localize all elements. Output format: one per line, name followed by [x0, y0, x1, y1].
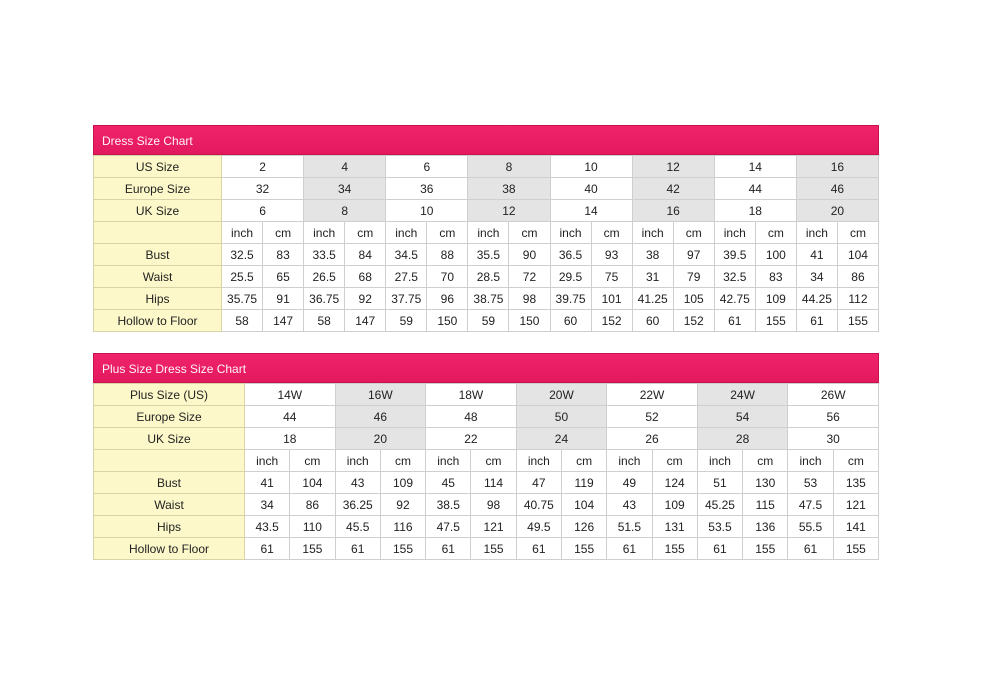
size-cell: 18: [245, 428, 336, 450]
measure-cell: 38: [632, 244, 673, 266]
measure-cell: 155: [290, 538, 335, 560]
measure-cell: 39.5: [714, 244, 755, 266]
measure-cell: 47: [516, 472, 561, 494]
measure-cell: 93: [591, 244, 632, 266]
measure-cell: 29.5: [550, 266, 591, 288]
unit-cell: cm: [833, 450, 878, 472]
size-row: [94, 178, 879, 200]
size-cell: 22W: [607, 384, 698, 406]
measure-cell: 51.5: [607, 516, 652, 538]
measure-cell: 61: [697, 538, 742, 560]
size-cell: 50: [516, 406, 607, 428]
size-cell: 6: [222, 200, 304, 222]
measure-row: [94, 288, 879, 310]
unit-row-label: [94, 450, 245, 472]
row-label: Hips: [94, 288, 222, 310]
size-cell: 8: [304, 200, 386, 222]
unit-cell: cm: [345, 222, 386, 244]
measure-cell: 36.5: [550, 244, 591, 266]
size-cell: 48: [426, 406, 517, 428]
measure-cell: 91: [263, 288, 304, 310]
measure-cell: 47.5: [426, 516, 471, 538]
measure-cell: 53: [788, 472, 833, 494]
measure-cell: 155: [837, 310, 878, 332]
measure-cell: 42.75: [714, 288, 755, 310]
unit-cell: inch: [468, 222, 509, 244]
unit-cell: inch: [516, 450, 561, 472]
measure-cell: 105: [673, 288, 714, 310]
measure-cell: 70: [427, 266, 468, 288]
measure-cell: 121: [833, 494, 878, 516]
measure-row: [94, 310, 879, 332]
unit-row-label: [94, 222, 222, 244]
row-label: Hollow to Floor: [94, 538, 245, 560]
unit-cell: cm: [652, 450, 697, 472]
measure-cell: 98: [509, 288, 550, 310]
measure-cell: 45.5: [335, 516, 380, 538]
size-cell: 26: [607, 428, 698, 450]
measure-cell: 61: [426, 538, 471, 560]
measure-cell: 147: [263, 310, 304, 332]
measure-cell: 97: [673, 244, 714, 266]
measure-cell: 55.5: [788, 516, 833, 538]
size-cell: 6: [386, 156, 468, 178]
row-label: US Size: [94, 156, 222, 178]
unit-cell: inch: [426, 450, 471, 472]
size-cell: 14W: [245, 384, 336, 406]
measure-cell: 150: [427, 310, 468, 332]
measure-cell: 40.75: [516, 494, 561, 516]
size-cell: 4: [304, 156, 386, 178]
measure-cell: 60: [550, 310, 591, 332]
measure-cell: 152: [591, 310, 632, 332]
measure-cell: 33.5: [304, 244, 345, 266]
measure-row: [94, 516, 879, 538]
measure-cell: 34.5: [386, 244, 427, 266]
size-cell: 54: [697, 406, 788, 428]
unit-cell: inch: [550, 222, 591, 244]
measure-cell: 49.5: [516, 516, 561, 538]
row-label: Bust: [94, 244, 222, 266]
measure-cell: 135: [833, 472, 878, 494]
unit-cell: inch: [607, 450, 652, 472]
measure-cell: 58: [304, 310, 345, 332]
measure-cell: 98: [471, 494, 516, 516]
size-cell: 14: [550, 200, 632, 222]
measure-row: [94, 244, 879, 266]
size-cell: 44: [245, 406, 336, 428]
size-cell: 28: [697, 428, 788, 450]
measure-cell: 35.5: [468, 244, 509, 266]
measure-cell: 31: [632, 266, 673, 288]
measure-cell: 152: [673, 310, 714, 332]
measure-cell: 60: [632, 310, 673, 332]
unit-cell: inch: [714, 222, 755, 244]
size-cell: 36: [386, 178, 468, 200]
measure-cell: 27.5: [386, 266, 427, 288]
unit-cell: inch: [796, 222, 837, 244]
size-cell: 2: [222, 156, 304, 178]
measure-cell: 100: [755, 244, 796, 266]
measure-row: [94, 472, 879, 494]
measure-cell: 59: [468, 310, 509, 332]
measure-cell: 41: [245, 472, 290, 494]
measure-cell: 116: [380, 516, 425, 538]
measure-cell: 59: [386, 310, 427, 332]
plus-size-chart-title: Plus Size Dress Size Chart: [93, 353, 879, 383]
measure-cell: 130: [743, 472, 788, 494]
measure-cell: 155: [833, 538, 878, 560]
size-cell: 32: [222, 178, 304, 200]
unit-cell: cm: [380, 450, 425, 472]
size-cell: 24W: [697, 384, 788, 406]
measure-cell: 114: [471, 472, 516, 494]
size-cell: 44: [714, 178, 796, 200]
unit-cell: cm: [673, 222, 714, 244]
measure-cell: 25.5: [222, 266, 263, 288]
measure-cell: 112: [837, 288, 878, 310]
size-cell: 46: [335, 406, 426, 428]
unit-cell: inch: [788, 450, 833, 472]
unit-cell: cm: [471, 450, 516, 472]
row-label: Waist: [94, 266, 222, 288]
row-label: Europe Size: [94, 178, 222, 200]
dress-size-table: [93, 155, 879, 332]
unit-cell: inch: [386, 222, 427, 244]
unit-cell: cm: [263, 222, 304, 244]
measure-cell: 38.5: [426, 494, 471, 516]
row-label: UK Size: [94, 428, 245, 450]
measure-cell: 92: [380, 494, 425, 516]
size-cell: 10: [550, 156, 632, 178]
measure-cell: 36.75: [304, 288, 345, 310]
unit-row: [94, 450, 879, 472]
unit-cell: cm: [427, 222, 468, 244]
measure-cell: 58: [222, 310, 263, 332]
measure-cell: 147: [345, 310, 386, 332]
size-cell: 20W: [516, 384, 607, 406]
size-cell: 46: [796, 178, 878, 200]
measure-cell: 34: [245, 494, 290, 516]
row-label: UK Size: [94, 200, 222, 222]
unit-cell: inch: [632, 222, 673, 244]
unit-cell: cm: [743, 450, 788, 472]
measure-cell: 119: [561, 472, 606, 494]
measure-cell: 35.75: [222, 288, 263, 310]
measure-cell: 44.25: [796, 288, 837, 310]
measure-cell: 36.25: [335, 494, 380, 516]
size-cell: 10: [386, 200, 468, 222]
unit-cell: cm: [561, 450, 606, 472]
measure-cell: 155: [380, 538, 425, 560]
measure-cell: 121: [471, 516, 516, 538]
measure-cell: 61: [796, 310, 837, 332]
measure-cell: 96: [427, 288, 468, 310]
row-label: Europe Size: [94, 406, 245, 428]
measure-cell: 104: [837, 244, 878, 266]
size-cell: 30: [788, 428, 879, 450]
measure-cell: 109: [755, 288, 796, 310]
row-label: Bust: [94, 472, 245, 494]
measure-cell: 92: [345, 288, 386, 310]
measure-cell: 49: [607, 472, 652, 494]
measure-cell: 115: [743, 494, 788, 516]
unit-row: [94, 222, 879, 244]
size-cell: 34: [304, 178, 386, 200]
measure-cell: 32.5: [714, 266, 755, 288]
size-cell: 18: [714, 200, 796, 222]
measure-cell: 155: [561, 538, 606, 560]
row-label: Plus Size (US): [94, 384, 245, 406]
unit-cell: inch: [304, 222, 345, 244]
measure-cell: 45.25: [697, 494, 742, 516]
measure-cell: 126: [561, 516, 606, 538]
measure-cell: 86: [837, 266, 878, 288]
size-cell: 16: [796, 156, 878, 178]
size-row: [94, 384, 879, 406]
measure-cell: 101: [591, 288, 632, 310]
size-cell: 8: [468, 156, 550, 178]
size-row: [94, 156, 879, 178]
size-row: [94, 406, 879, 428]
measure-cell: 109: [652, 494, 697, 516]
unit-cell: cm: [509, 222, 550, 244]
size-cell: 12: [632, 156, 714, 178]
measure-cell: 75: [591, 266, 632, 288]
unit-cell: inch: [697, 450, 742, 472]
size-cell: 12: [468, 200, 550, 222]
measure-cell: 39.75: [550, 288, 591, 310]
measure-cell: 88: [427, 244, 468, 266]
measure-cell: 41: [796, 244, 837, 266]
measure-cell: 41.25: [632, 288, 673, 310]
measure-cell: 155: [471, 538, 516, 560]
size-cell: 26W: [788, 384, 879, 406]
measure-cell: 43.5: [245, 516, 290, 538]
measure-cell: 84: [345, 244, 386, 266]
dress-size-chart: [93, 125, 879, 332]
measure-cell: 61: [516, 538, 561, 560]
measure-cell: 61: [245, 538, 290, 560]
size-cell: 18W: [426, 384, 517, 406]
measure-cell: 61: [714, 310, 755, 332]
measure-cell: 79: [673, 266, 714, 288]
measure-cell: 124: [652, 472, 697, 494]
size-cell: 16W: [335, 384, 426, 406]
measure-cell: 38.75: [468, 288, 509, 310]
measure-cell: 45: [426, 472, 471, 494]
size-cell: 14: [714, 156, 796, 178]
size-cell: 40: [550, 178, 632, 200]
unit-cell: cm: [290, 450, 335, 472]
measure-cell: 37.75: [386, 288, 427, 310]
size-cell: 20: [796, 200, 878, 222]
unit-cell: cm: [837, 222, 878, 244]
measure-cell: 90: [509, 244, 550, 266]
measure-cell: 83: [263, 244, 304, 266]
measure-cell: 53.5: [697, 516, 742, 538]
measure-cell: 136: [743, 516, 788, 538]
measure-cell: 43: [607, 494, 652, 516]
measure-cell: 141: [833, 516, 878, 538]
measure-row: [94, 494, 879, 516]
measure-cell: 61: [335, 538, 380, 560]
measure-cell: 65: [263, 266, 304, 288]
unit-cell: inch: [335, 450, 380, 472]
measure-row: [94, 266, 879, 288]
size-cell: 38: [468, 178, 550, 200]
plus-size-table: [93, 383, 879, 560]
measure-cell: 51: [697, 472, 742, 494]
row-label: Hips: [94, 516, 245, 538]
measure-cell: 110: [290, 516, 335, 538]
measure-cell: 150: [509, 310, 550, 332]
measure-cell: 43: [335, 472, 380, 494]
measure-cell: 104: [561, 494, 606, 516]
measure-row: [94, 538, 879, 560]
measure-cell: 155: [755, 310, 796, 332]
measure-cell: 109: [380, 472, 425, 494]
unit-cell: inch: [222, 222, 263, 244]
row-label: Hollow to Floor: [94, 310, 222, 332]
unit-cell: cm: [591, 222, 632, 244]
size-row: [94, 428, 879, 450]
measure-cell: 47.5: [788, 494, 833, 516]
measure-cell: 28.5: [468, 266, 509, 288]
measure-cell: 32.5: [222, 244, 263, 266]
measure-cell: 34: [796, 266, 837, 288]
measure-cell: 155: [743, 538, 788, 560]
size-cell: 56: [788, 406, 879, 428]
size-cell: 16: [632, 200, 714, 222]
size-cell: 52: [607, 406, 698, 428]
row-label: Waist: [94, 494, 245, 516]
size-cell: 24: [516, 428, 607, 450]
measure-cell: 155: [652, 538, 697, 560]
measure-cell: 83: [755, 266, 796, 288]
measure-cell: 72: [509, 266, 550, 288]
unit-cell: inch: [245, 450, 290, 472]
size-cell: 42: [632, 178, 714, 200]
size-cell: 22: [426, 428, 517, 450]
measure-cell: 61: [788, 538, 833, 560]
dress-size-chart-title: Dress Size Chart: [93, 125, 879, 155]
measure-cell: 61: [607, 538, 652, 560]
size-cell: 20: [335, 428, 426, 450]
unit-cell: cm: [755, 222, 796, 244]
measure-cell: 104: [290, 472, 335, 494]
measure-cell: 86: [290, 494, 335, 516]
measure-cell: 68: [345, 266, 386, 288]
measure-cell: 131: [652, 516, 697, 538]
plus-size-chart: [93, 353, 879, 560]
size-row: [94, 200, 879, 222]
measure-cell: 26.5: [304, 266, 345, 288]
